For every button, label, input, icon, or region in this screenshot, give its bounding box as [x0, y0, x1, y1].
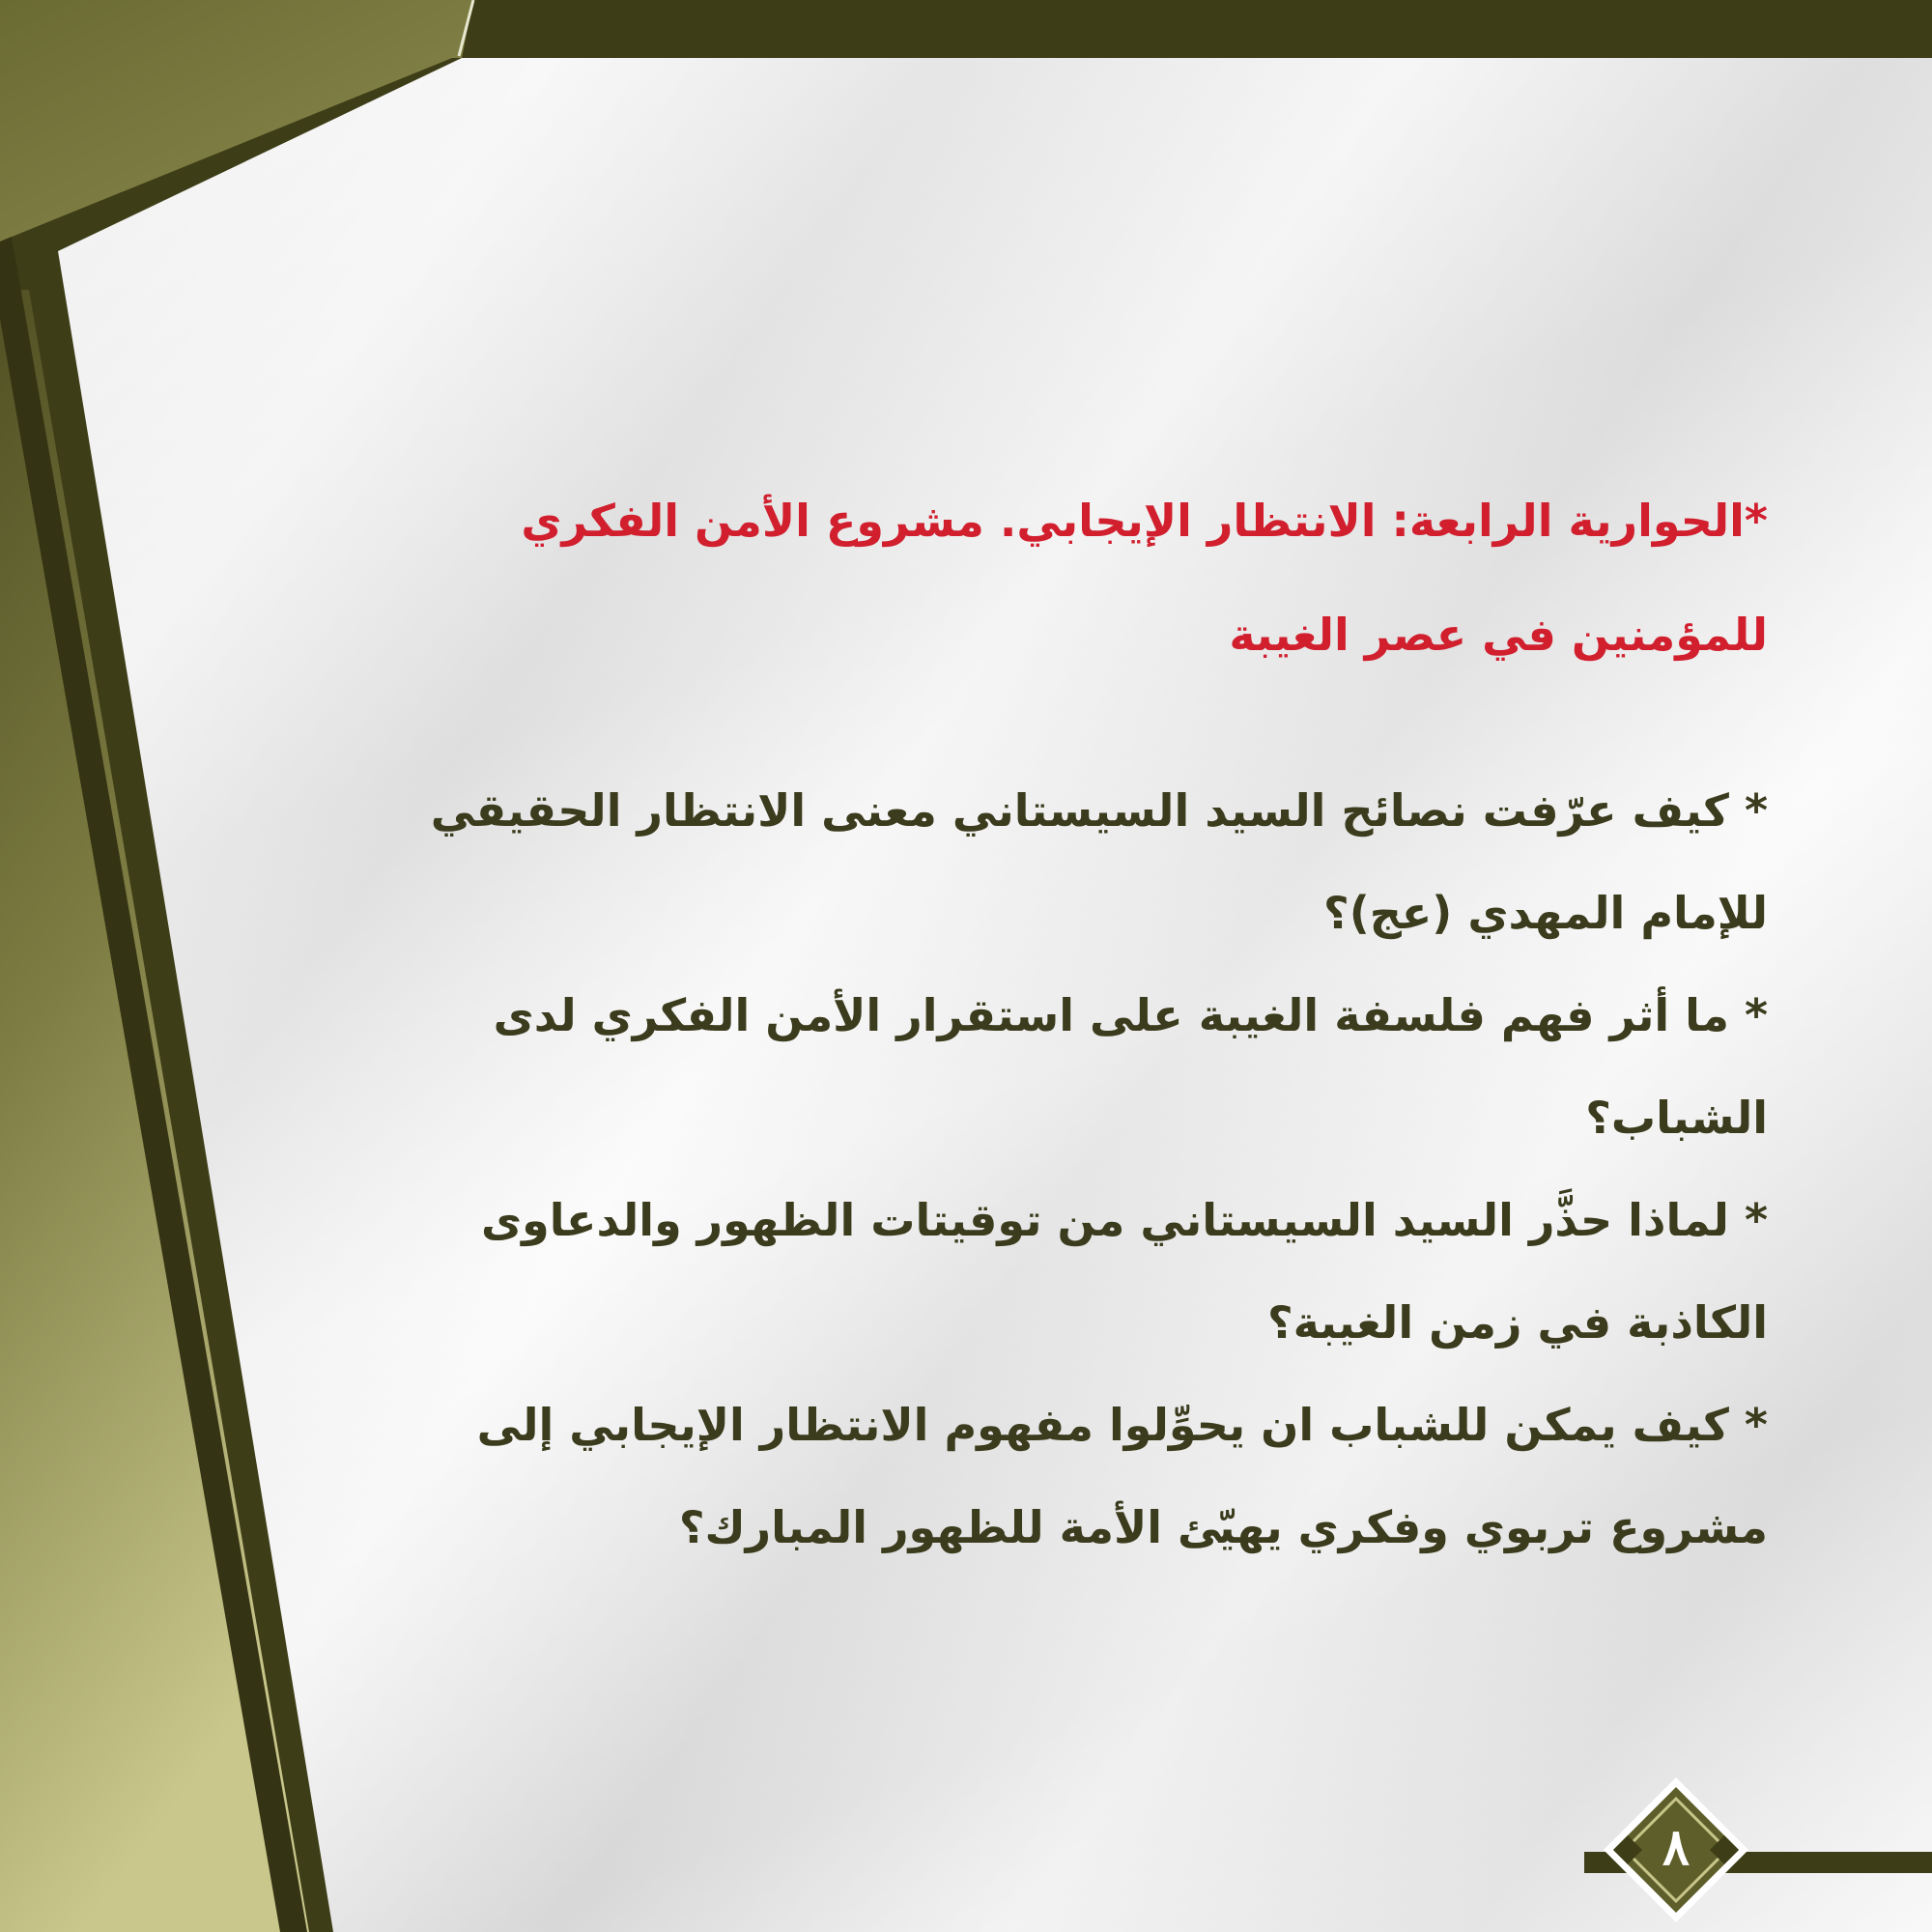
- page-title: *الحوارية الرابعة: الانتظار الإيجابي. مشروع الأمن الفكري للمؤمنين في عصر الغيبة: [521, 495, 1768, 661]
- question-item: * ما أثر فهم فلسفة الغيبة على استقرار الأمن الفكري لدى الشباب؟: [493, 989, 1768, 1144]
- document-body: [367, 464, 1768, 1578]
- question-item: * كيف عرّفت نصائح السيد السيستاني معنى الانتظار الحقيقي للإمام المهدي (عج)؟: [430, 784, 1768, 939]
- question-item: * لماذا حذَّر السيد السيستاني من توقيتات الظهور والدعاوى الكاذبة في زمن الغيبة؟: [481, 1194, 1768, 1349]
- question-item: * كيف يمكن للشباب ان يحوِّلوا مفهوم الانتظار الإيجابي إلى مشروع تربوي وفكري يهيّئ الأمة للظهور المبارك؟: [476, 1399, 1768, 1553]
- page-number: ٨: [1662, 1818, 1690, 1877]
